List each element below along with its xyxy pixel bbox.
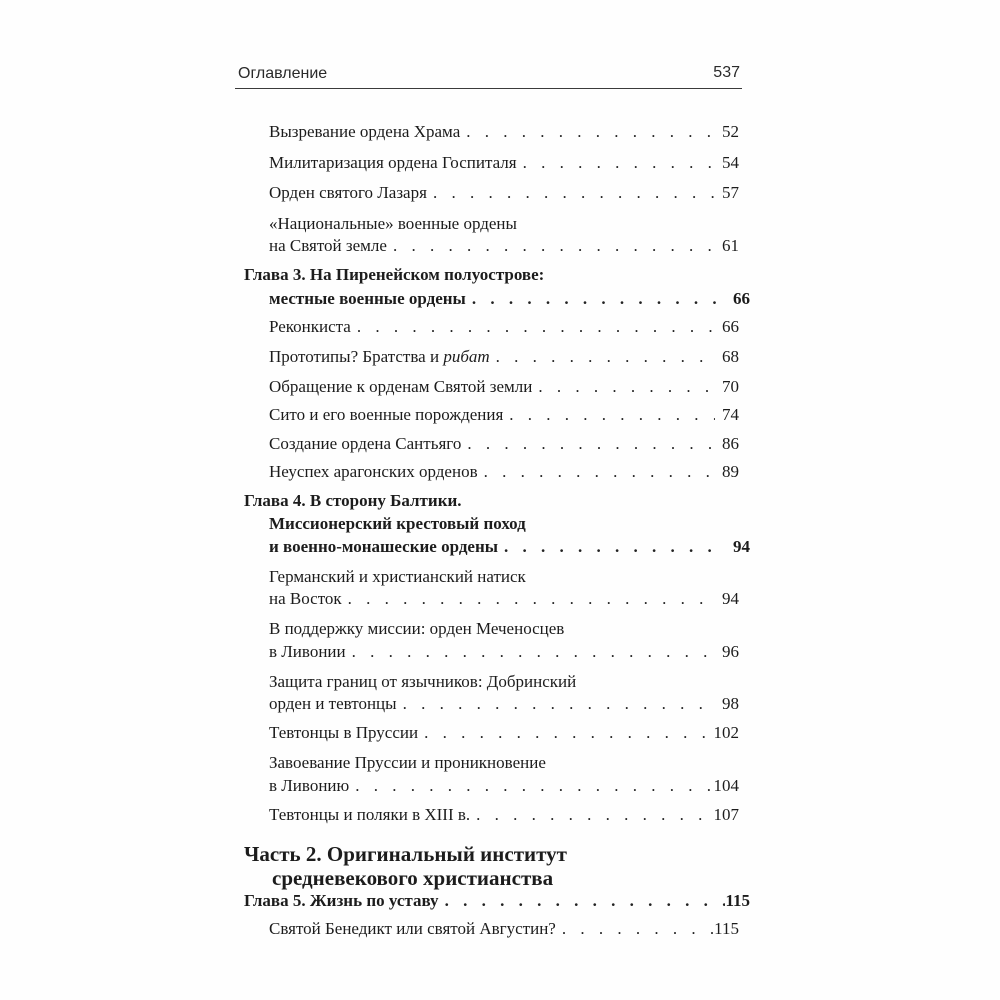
toc-entry-line xyxy=(269,752,546,774)
toc-entry-page: 89 xyxy=(722,462,739,481)
toc-entry-title: Вызревание ордена Храма xyxy=(269,122,461,141)
toc-entry xyxy=(269,235,739,257)
running-header xyxy=(235,58,742,89)
toc-entry-line xyxy=(269,566,526,588)
toc-entry-title: Завоевание Пруссии и проникновение xyxy=(269,753,546,772)
toc-entry-page: 57 xyxy=(722,183,739,202)
toc-entry-title: Неуспех арагонских орденов xyxy=(269,462,478,481)
toc-entry-line xyxy=(269,671,576,693)
toc-entry-title-cont: в Ливонию xyxy=(269,776,350,795)
leader-dots xyxy=(387,235,715,257)
leader-dots xyxy=(427,182,715,204)
toc-entry-title: Милитаризация ордена Госпиталя xyxy=(269,153,517,172)
toc-entry-title: Тевтонцы в Пруссии xyxy=(269,723,419,742)
chapter-heading: Глава 3. На Пиренейском полуострове: xyxy=(244,265,545,284)
toc-entry-page: 94 xyxy=(733,537,750,556)
toc-entry-title: Защита границ от язычников: Добринский xyxy=(269,672,577,691)
chapter-heading-line xyxy=(244,490,750,512)
toc-entry xyxy=(269,804,739,826)
toc-entry xyxy=(269,775,739,797)
chapter-heading-line xyxy=(244,264,750,286)
leader-dots xyxy=(498,536,726,558)
leader-dots xyxy=(351,316,715,338)
toc-entry xyxy=(269,918,739,940)
leader-dots xyxy=(460,121,715,143)
toc-entry-title: Обращение к орденам Святой земли xyxy=(269,377,533,396)
toc-entry xyxy=(269,316,739,338)
leader-dots xyxy=(461,433,715,455)
toc-entry xyxy=(269,693,739,715)
toc-entry xyxy=(269,376,739,398)
toc-entry-title: Создание ордена Сантьяго xyxy=(269,434,462,453)
part-heading-cont: средневекового христианства xyxy=(272,866,554,890)
part-heading-line xyxy=(244,841,567,867)
leader-dots xyxy=(342,588,715,610)
chapter-heading: Глава 4. В сторону Балтики. xyxy=(244,491,462,510)
leader-dots xyxy=(439,890,726,912)
leader-dots xyxy=(532,376,715,398)
leader-dots xyxy=(490,346,715,368)
toc-entry-title-cont: на Восток xyxy=(269,589,342,608)
toc-entry-line xyxy=(269,618,564,640)
leader-dots xyxy=(346,641,715,663)
toc-entry xyxy=(269,404,739,426)
part-heading: Часть 2. Оригинальный институт xyxy=(244,842,567,866)
toc-entry-title xyxy=(269,346,490,368)
toc-entry-title-part: Прототипы? Братства и xyxy=(269,347,444,366)
leader-dots xyxy=(503,404,715,426)
toc-entry xyxy=(269,346,739,368)
leader-dots xyxy=(466,288,726,310)
toc-entry-title-cont: орден и тевтонцы xyxy=(269,694,397,713)
toc-entry-page: 107 xyxy=(713,805,739,824)
leader-dots xyxy=(418,722,713,744)
toc-entry-title: Сито и его военные порождения xyxy=(269,405,504,424)
chapter-heading: Глава 5. Жизнь по уставу xyxy=(244,891,439,910)
toc-entry-page: 66 xyxy=(733,289,750,308)
toc-entry-title: Тевтонцы и поляки в XIII в. xyxy=(269,805,471,824)
toc-entry-page: 54 xyxy=(722,153,739,172)
leader-dots xyxy=(349,775,713,797)
toc-entry-title-cont: на Святой земле xyxy=(269,236,387,255)
leader-dots xyxy=(397,693,715,715)
toc-entry-title: «Национальные» военные ордены xyxy=(269,214,517,233)
toc-entry xyxy=(269,641,739,663)
toc-entry-page: 74 xyxy=(722,405,739,424)
toc-entry-title: Германский и христианский натиск xyxy=(269,567,526,586)
toc-entry-page: 86 xyxy=(722,434,739,453)
toc-entry-page: 61 xyxy=(722,236,739,255)
toc-entry-title: Святой Бенедикт или святой Августин? xyxy=(269,919,556,938)
toc-entry-page: 115 xyxy=(714,919,739,938)
toc-entry-title-italic: рибат xyxy=(443,347,490,366)
chapter-entry xyxy=(269,288,750,310)
toc-entry xyxy=(269,121,739,143)
toc-entry-page: 96 xyxy=(722,642,739,661)
toc-entry xyxy=(269,588,739,610)
chapter-heading-cont: и военно-монашеские ордены xyxy=(269,537,499,556)
toc-entry-page: 52 xyxy=(722,122,739,141)
running-header-title: Оглавление xyxy=(238,65,328,82)
chapter-entry xyxy=(244,890,750,912)
toc-entry xyxy=(269,461,739,483)
toc-entry-title: Орден святого Лазаря xyxy=(269,183,427,202)
leader-dots xyxy=(478,461,715,483)
part-heading-line xyxy=(272,865,553,891)
chapter-heading-cont: Миссионерский крестовый поход xyxy=(269,514,526,533)
toc-entry-page: 70 xyxy=(722,377,739,396)
toc-entry-page: 94 xyxy=(722,589,739,608)
leader-dots xyxy=(556,918,714,940)
toc-entry-title: В поддержку миссии: орден Меченосцев xyxy=(269,619,565,638)
toc-entry-page: 102 xyxy=(713,723,739,742)
page-number: 537 xyxy=(713,64,740,81)
toc-entry-title: Реконкиста xyxy=(269,317,351,336)
toc-entry-page: 104 xyxy=(713,776,739,795)
toc-entry-title-cont: в Ливонии xyxy=(269,642,346,661)
chapter-heading-cont: местные военные ордены xyxy=(269,289,466,308)
leader-dots xyxy=(470,804,713,826)
toc-entry-page: 115 xyxy=(725,891,750,910)
chapter-entry xyxy=(269,536,750,558)
toc-entry-line xyxy=(269,213,517,235)
toc-entry xyxy=(269,433,739,455)
toc-entry xyxy=(269,152,739,174)
toc-entry-page: 66 xyxy=(722,317,739,336)
toc-entry xyxy=(269,722,739,744)
toc-entry-page: 98 xyxy=(722,694,739,713)
leader-dots xyxy=(517,152,715,174)
toc-entry-page: 68 xyxy=(722,347,739,366)
chapter-heading-line xyxy=(269,513,750,535)
toc-entry xyxy=(269,182,739,204)
